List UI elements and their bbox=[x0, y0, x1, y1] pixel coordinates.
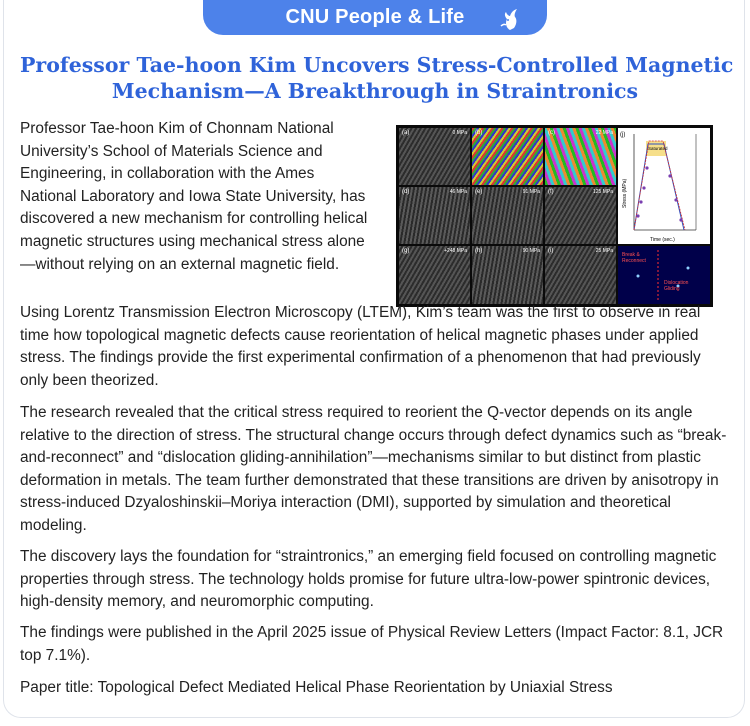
title-line-1: Professor Tae-hoon Kim Uncovers Stress-Controlled Magnetic bbox=[20, 53, 734, 77]
defect-inset bbox=[618, 246, 710, 304]
panel-label: (f) bbox=[548, 189, 554, 195]
plot-label: (j) bbox=[620, 132, 626, 138]
plot-saturated-label: Saturated bbox=[648, 146, 668, 151]
mascot-icon bbox=[497, 6, 523, 32]
panel-value: +248 MPa bbox=[444, 248, 467, 254]
paragraph-ltem: Using Lorentz Transmission Electron Microscopy (LTEM), Kim’s team was the first to observe in real time how topological magnetic defects cause reorientation of helical magnetic phases under applied stress. The findings provide the first experimental confirmation of a phenomenon that had previously only been theorized. bbox=[20, 304, 701, 389]
figure-panel-h bbox=[472, 246, 543, 304]
panel-label: (d) bbox=[402, 189, 410, 195]
figure-panel-i bbox=[545, 246, 616, 304]
figure-panel-e bbox=[472, 187, 543, 244]
panel-label: (c) bbox=[548, 130, 555, 136]
panel-value: 125 MPa bbox=[592, 189, 613, 195]
plot-xlabel: Time (sec.) bbox=[650, 237, 675, 243]
panel-label: (a) bbox=[402, 130, 410, 136]
panel-value: 46 MPa bbox=[449, 189, 467, 195]
figure-panel-d bbox=[399, 187, 470, 244]
figure-panel-c bbox=[545, 128, 616, 185]
panel-value: 90 MPa bbox=[522, 248, 540, 254]
panel-label: (e) bbox=[475, 189, 483, 195]
panel-value: 22 MPa bbox=[595, 130, 613, 136]
panel-label: (i) bbox=[548, 248, 554, 254]
panel-value: 0 MPa bbox=[452, 130, 467, 136]
figure-panel-f bbox=[545, 187, 616, 244]
figure-panel-b bbox=[472, 128, 543, 185]
article-title bbox=[20, 52, 734, 104]
paragraph-paper-title: Paper title: Topological Defect Mediated Helical Phase Reorientation by Uniaxial Stress bbox=[20, 679, 613, 696]
research-figure bbox=[396, 125, 713, 307]
banner-label: CNU People & Life bbox=[285, 6, 465, 28]
figure-panel-a bbox=[399, 128, 470, 185]
paragraph-publication: The findings were published in the April 2025 issue of Physical Review Letters (Impact Factor: 8.1, JCR top 7.1%). bbox=[20, 624, 724, 664]
section-banner bbox=[203, 0, 547, 35]
paragraph-straintronics: The discovery lays the foundation for “straintronics,” an emerging field focused on controlling magnetic properties through stress. The technology holds promise for future ultra-low-power spintronic devices, high-density memory, and neuromorphic computing. bbox=[20, 548, 717, 611]
panel-label: (g) bbox=[402, 248, 410, 254]
stress-time-plot bbox=[618, 128, 710, 244]
panel-value: 91 MPa bbox=[522, 189, 540, 195]
panel-label: (h) bbox=[475, 248, 483, 254]
inset-left-label: Break & Reconnect bbox=[622, 252, 646, 264]
plot-ylabel: Stress (MPa) bbox=[622, 178, 628, 208]
panel-label: (b) bbox=[475, 130, 483, 136]
paragraph-intro: Professor Tae-hoon Kim of Chonnam National University’s School of Materials Science and Engineering, in collaboration with the Ames National Laboratory and Iowa State University, has discovered a new mechanism for controlling helical magnetic structures using mechanical stress alone—without relying on an external magnetic field. bbox=[20, 120, 368, 273]
title-line-2: Mechanism—A Breakthrough in Straintronics bbox=[111, 79, 639, 103]
inset-right-label: Dislocation Gliding bbox=[664, 280, 689, 292]
paragraph-research: The research revealed that the critical stress required to reorient the Q-vector depends on its angle relative to the direction of stress. The structural change occurs through defect dynamics such as “break-and-reconnect” and “dislocation gliding-annihilation”—mechanisms similar to but distinct from plastic deformation in metals. The team further demonstrated that these transitions are driven by anisotropy in stress-induced Dzyaloshinskii–Moriya interaction (DMI), supported by simulation and theoretical modeling. bbox=[20, 404, 727, 534]
panel-value: 25 MPa bbox=[595, 248, 613, 254]
figure-panel-g bbox=[399, 246, 470, 304]
